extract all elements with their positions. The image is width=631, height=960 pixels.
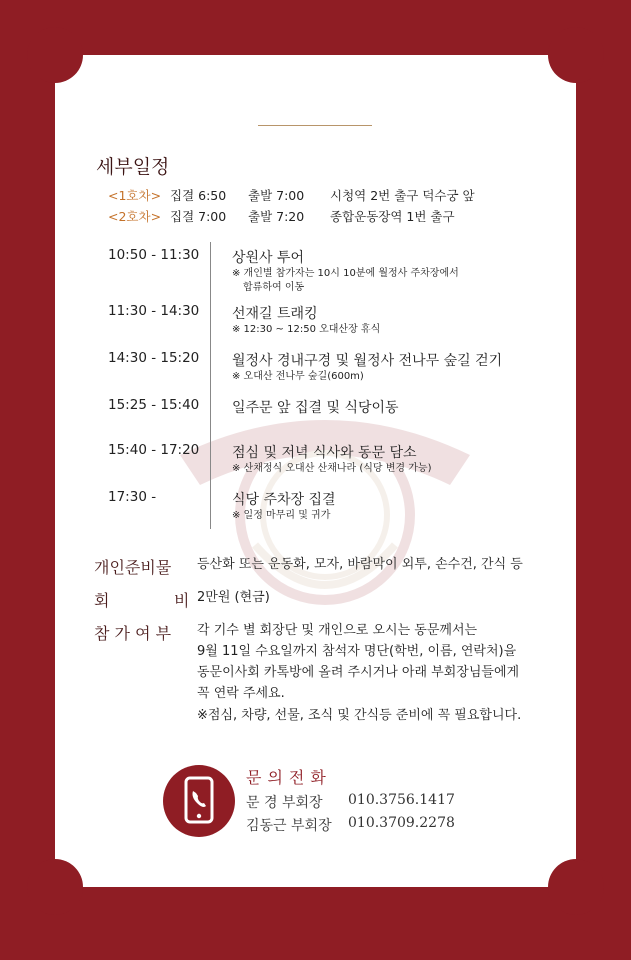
schedule-time: 10:50 - 11:30 (108, 247, 200, 263)
join-text: 각 기수 별 회장단 및 개인으로 오시는 동문께서는 9월 11일 수요일까지 참석자 명단(학번, 이름, 연락처)을 동문이사회 카톡방에 올려 주시거나 아래 부회장님들에게 꼭 연락 주세요. (197, 623, 520, 701)
schedule-time: 15:25 - 15:40 (108, 397, 200, 413)
section-heading: 세부일정 (96, 156, 170, 178)
bus-place: 시청역 2번 출구 덕수궁 앞 (330, 188, 475, 203)
schedule-activity: 식당 주차장 집결 (232, 492, 336, 508)
contact-phone[interactable]: 010.3756.1417 (348, 792, 455, 808)
contact-name: 문 경 부회장 (246, 795, 323, 811)
bus-tag: <1호차> (108, 188, 162, 203)
top-divider (258, 125, 372, 126)
corner-scallop (548, 27, 604, 83)
schedule-activity: 선재길 트래킹 (232, 306, 318, 322)
fee-label: 회 비 (94, 591, 190, 610)
bus-row (108, 207, 455, 225)
timeline-divider (210, 242, 211, 529)
fee-value: 2만원 (현금) (197, 590, 270, 605)
contact-name: 김동근 부회장 (246, 818, 332, 834)
contact-row (246, 815, 455, 835)
schedule-time: 15:40 - 17:20 (108, 442, 200, 458)
contact-title: 문의전화 (246, 768, 332, 787)
schedule-activity: 상원사 투어 (232, 250, 305, 266)
corner-scallop (27, 27, 83, 83)
schedule-note: ※ 12:30 ~ 12:50 오대산장 휴식 (232, 324, 381, 335)
schedule-activity: 월정사 경내구경 및 월정사 전나무 숲길 걷기 (232, 353, 503, 369)
schedule-activity: 일주문 앞 집결 및 식당이동 (232, 400, 399, 416)
schedule-time: 11:30 - 14:30 (108, 303, 200, 319)
join-label: 참 가 여 부 (94, 624, 172, 643)
bus-gather: 집결 7:00 (170, 209, 227, 224)
bus-depart: 출발 7:00 (248, 188, 305, 203)
bus-gather: 집결 6:50 (170, 188, 227, 203)
bus-depart: 출발 7:20 (248, 209, 305, 224)
prep-value: 등산화 또는 운동화, 모자, 바람막이 외투, 손수건, 간식 등 (197, 557, 523, 572)
contact-row (246, 792, 455, 812)
corner-scallop (27, 859, 83, 915)
schedule-note: ※ 오대산 전나무 숲길(600m) (232, 371, 364, 382)
contact-phone[interactable]: 010.3709.2278 (348, 815, 455, 831)
phone-icon (163, 765, 235, 837)
schedule-note: ※ 일정 마무리 및 귀가 (232, 510, 331, 521)
corner-scallop (548, 859, 604, 915)
schedule-note: ※ 산채정식 오대산 산채나라 (식당 변경 가능) (232, 463, 432, 474)
join-note: ※점심, 차량, 선물, 조식 및 간식등 준비에 꼭 필요합니다. (197, 708, 522, 723)
bus-row (108, 186, 475, 204)
schedule-note: ※ 개인별 참가자는 10시 10분에 월정사 주차장에서 합류하여 이동 (232, 268, 459, 293)
bus-tag: <2호차> (108, 209, 162, 224)
schedule-activity: 점심 및 저녁 식사와 동문 담소 (232, 445, 417, 461)
schedule-time: 17:30 - (108, 489, 157, 505)
bus-place: 종합운동장역 1번 출구 (330, 209, 455, 224)
prep-label: 개인준비물 (94, 558, 172, 577)
schedule-time: 14:30 - 15:20 (108, 350, 200, 366)
